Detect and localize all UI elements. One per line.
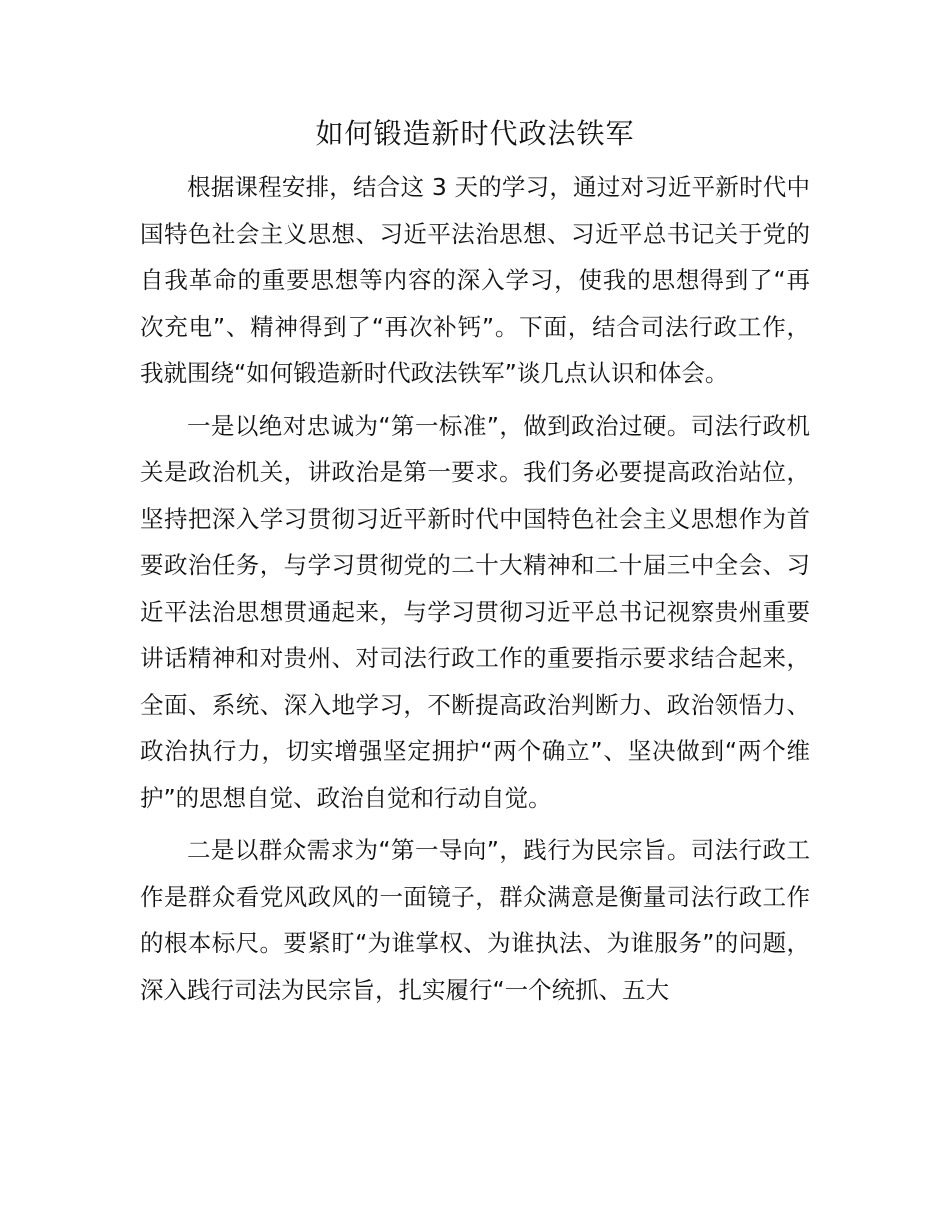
paragraph-political-loyalty: 一是以绝对忠诚为“第一标准”，做到政治过硬。司法行政机关是政治机关，讲政治是第一要求。我们务必要提高政治站位，坚持把深入学习贯彻习近平新时代中国特色社会主义思想作为首要政治任务，与学习贯彻党的二十大精神和二十届三中全会、习近平法治思想贯通起来，与学习贯彻习近平总书记视察贵州重要讲话精神和对贵州、对司法行政工作的重要指示要求结合起来，全面、系统、深入地学习，不断提高政治判断力、政治领悟力、政治执行力，切实增强坚定拥护“两个确立”、坚决做到“两个维护”的思想自觉、政治自觉和行动自觉。 [140,411,810,812]
paragraph-intro: 根据课程安排，结合这 3 天的学习，通过对习近平新时代中国特色社会主义思想、习近平法治思想、习近平总书记关于党的自我革命的重要思想等内容的深入学习，使我的思想得到了“再次充电”、精神得到了“再次补钙”。下面，结合司法行政工作，我就围绕“如何锻造新时代政法铁军”谈几点认识和体会。 [140,173,810,387]
document-title: 如何锻造新时代政法铁军 [315,117,635,150]
paragraph-public-needs: 二是以群众需求为“第一导向”，践行为民宗旨。司法行政工作是群众看党风政风的一面镜子，群众满意是衡量司法行政工作的根本标尺。要紧盯“为谁掌权、为谁执法、为谁服务”的问题，深入践行司法为民宗旨，扎实履行“一个统抓、五大 [140,836,810,1004]
document-body [140,164,810,1019]
